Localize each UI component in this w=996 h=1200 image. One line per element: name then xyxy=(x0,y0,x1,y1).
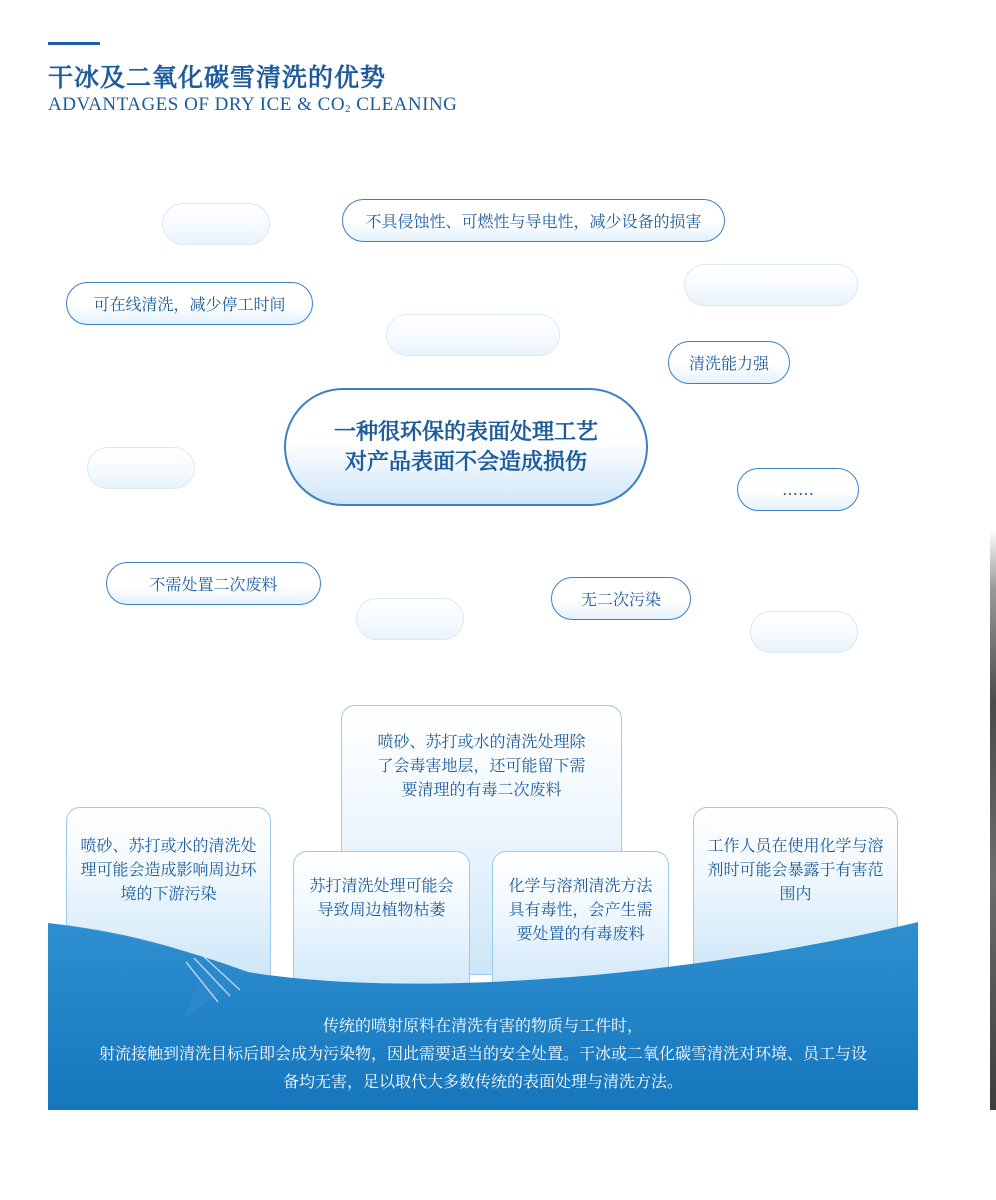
subtitle-text-end: CLEANING xyxy=(351,94,458,115)
benefit-pill: 不需处置二次废料 xyxy=(106,562,321,605)
benefit-pill: 清洗能力强 xyxy=(668,341,790,384)
drawback-card: 喷砂、苏打或水的清洗处理除了会毒害地层，还可能留下需要清理的有毒二次废料 xyxy=(341,705,622,975)
summary-line: 传统的喷射原料在清洗有害的物质与工件时， xyxy=(322,1016,643,1035)
center-line: 一种很环保的表面处理工艺 xyxy=(333,419,598,445)
subtitle-subscript: 2 xyxy=(345,103,352,115)
drawback-card: 工作人员在使用化学与溶剂时可能会暴露于有害范围内 xyxy=(693,807,898,977)
page-edge-image xyxy=(990,530,996,1110)
summary-line: 射流接触到清洗目标后即会成为污染物，因此需要适当的安全处置。干冰或二氧化碳雪清洗对环境、员工与设 xyxy=(98,1044,867,1063)
drawback-card: 喷砂、苏打或水的清洗处理可能会造成影响周边环境的下游污染 xyxy=(66,807,271,977)
center-line: 对产品表面不会造成损伤 xyxy=(344,449,587,475)
benefit-pill: 无二次污染 xyxy=(551,577,691,620)
benefit-pill: 不具侵蚀性、可燃性与导电性，减少设备的损害 xyxy=(342,199,725,242)
benefit-pill: 可在线清洗，减少停工时间 xyxy=(66,282,313,325)
benefit-pill: …… xyxy=(737,468,859,511)
drawback-card: 化学与溶剂清洗方法具有毒性，会产生需要处置的有毒废料 xyxy=(492,851,669,1001)
page-title: 干冰及二氧化碳雪清洗的优势 xyxy=(48,63,387,92)
drawback-card: 苏打清洗处理可能会导致周边植物枯萎 xyxy=(293,851,470,1001)
summary-line: 备均无害，足以取代大多数传统的表面处理与清洗方法。 xyxy=(282,1072,683,1091)
subtitle-text: ADVANTAGES OF DRY ICE & CO xyxy=(48,94,346,115)
summary-text xyxy=(48,1012,918,1096)
